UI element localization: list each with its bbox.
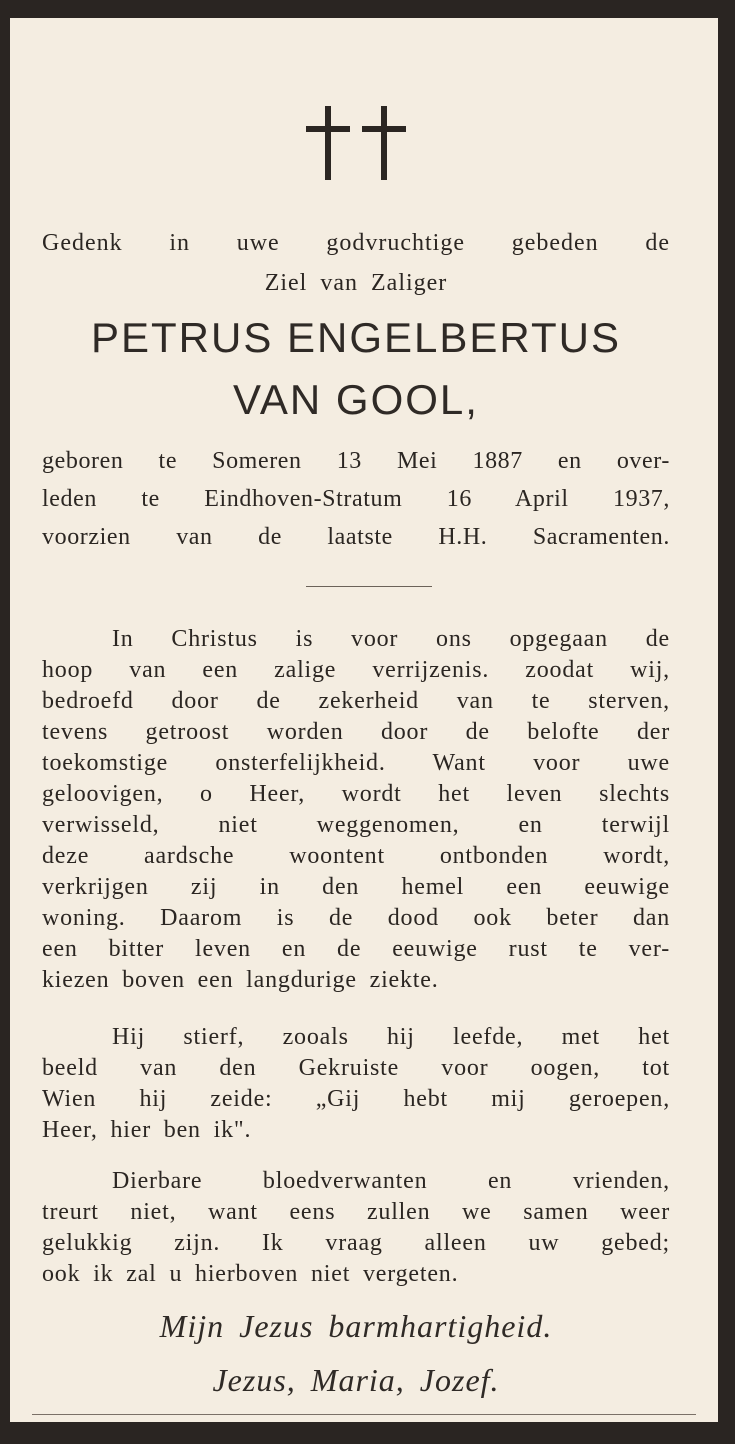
double-cross-icon <box>42 106 670 196</box>
text-line: kiezen boven een langdurige ziekte. <box>42 967 439 993</box>
memorial-card <box>10 18 718 1422</box>
bio-line: voorzien van de laatste H.H. Sacramenten. <box>42 524 670 550</box>
text-line: deze aardsche woontent ontbonden wordt, <box>42 843 670 869</box>
bio-line: geboren te Someren 13 Mei 1887 en over- <box>42 448 670 474</box>
text-line: Heer, hier ben ik". <box>42 1117 252 1143</box>
text-line: toekomstige onsterfelijkheid. Want voor uwe <box>42 750 670 776</box>
intro-line-2: Ziel van Zaliger <box>264 270 448 296</box>
text-line: Hij stierf, zooals hij leefde, met het <box>112 1024 670 1050</box>
text-line: geloovigen, o Heer, wordt het leven slechts <box>42 781 670 807</box>
prayer-line-1: Mijn Jezus barmhartigheid. <box>159 1308 553 1344</box>
divider <box>306 586 432 587</box>
text-line: bedroefd door de zekerheid van te sterven, <box>42 688 670 714</box>
text-line: hoop van een zalige verrijzenis. zoodat wij, <box>42 657 670 683</box>
cross-icon <box>362 106 406 180</box>
prayer-line-2: Jezus, Maria, Jozef. <box>212 1362 500 1398</box>
paragraph-death <box>42 1022 670 1146</box>
text-line: beeld van den Gekruiste voor oogen, tot <box>42 1055 670 1081</box>
text-line: gelukkig zijn. Ik vraag alleen uw gebed; <box>42 1230 670 1256</box>
text-line: woning. Daarom is de dood ook beter dan <box>42 905 670 931</box>
text-line: verkrijgen zij in den hemel een eeuwige <box>42 874 670 900</box>
bio-line: leden te Eindhoven-Stratum 16 April 1937, <box>42 486 670 512</box>
paragraph-farewell <box>42 1166 670 1290</box>
deceased-name-line-2: VAN GOOL, <box>233 376 479 423</box>
cross-icon <box>306 106 350 180</box>
bottom-rule <box>32 1414 696 1415</box>
deceased-name-line-1: PETRUS ENGELBERTUS <box>90 314 621 361</box>
text-line: tevens getroost worden door de belofte der <box>42 719 670 745</box>
text-line: ook ik zal u hierboven niet vergeten. <box>42 1261 459 1287</box>
text-line: treurt niet, want eens zullen we samen weer <box>42 1199 670 1225</box>
biography-block <box>42 442 670 556</box>
text-line: een bitter leven en de eeuwige rust te ver- <box>42 936 670 962</box>
text-line: Dierbare bloedverwanten en vrienden, <box>112 1168 670 1194</box>
text-line: Wien hij zeide: „Gij hebt mij geroepen, <box>42 1086 670 1112</box>
text-line: verwisseld, niet weggenomen, en terwijl <box>42 812 670 838</box>
paragraph-resurrection <box>42 624 670 996</box>
intro-line-1: Gedenk in uwe godvruchtige gebeden de <box>42 230 670 256</box>
text-line: In Christus is voor ons opgegaan de <box>112 626 670 652</box>
